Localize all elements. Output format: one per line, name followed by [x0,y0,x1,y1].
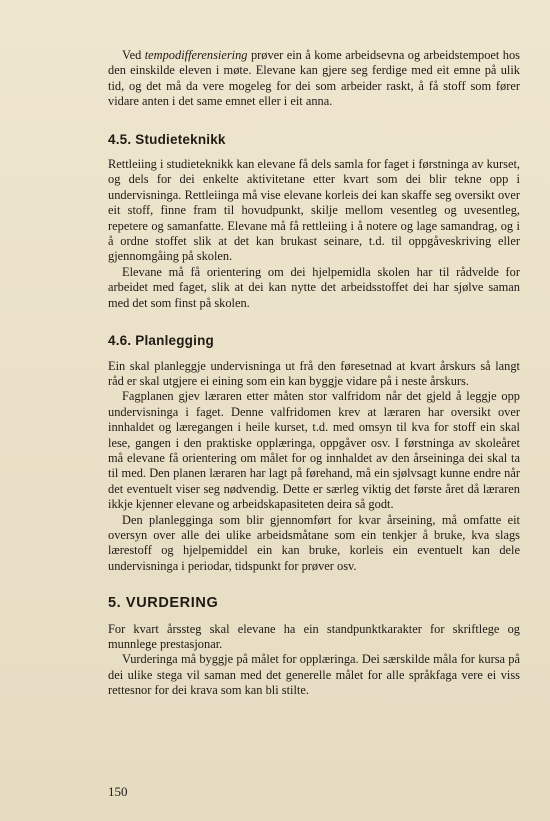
intro-rest: prøver ein å kome arbeidsevna og arbeidstempoet hos den einskilde eleven i møte. Elevane kan gjere seg ferdige med eit emne på ulik tid, og det må da vere mogeleg for dei som arbeider raskt, å få stoff som fører vidare anten i det same emnet eller i eit anna. [108,48,520,109]
sec45-paragraph-2: Elevane må få orientering om dei hjelpemidla skolen har til rådvelde for arbeidet med faget, slik at dei kan nytte det arbeidsstoffet dei har sjølve saman med det som finst på skolen. [108,264,520,310]
page-content [108,48,520,699]
section-heading-4-6: 4.6. Planlegging [108,333,214,349]
sec46-paragraph-1: Ein skal planleggje undervisninga ut frå den føresetnad at kvart årskurs så langt råd er skal utgjere ei eining som ein kan byggje vidare på i neste årskurs. [108,358,520,388]
section-heading-5: 5. VURDERING [108,595,219,612]
sec46-paragraph-2: Fagplanen gjev læraren etter måten stor valfridom når det gjeld å leggje opp undervisninga i faget. Denne valfridomen krev at læraren har oversikt over innhaldet og læregangen i heile kurset, t.d. med omsyn til kva for stoff ein skal lese, gangen i den praktiske opplæringa, oppgåver osv. I førstninga av skoleåret må elevane få orientering om målet for og innhaldet av den årseininga dei skal ta til med. Den planen læraren har lagt på førehand, må ein sjølvsagt kunne endre når det eventuelt viser seg nødvendig. Dette er særleg viktig det første året då læraren ikkje kjenner elevane og arbeidskapasiteten deira så godt. [108,389,520,512]
sec45-paragraph-1: Rettleiing i studieteknikk kan elevane få dels samla for faget i førstninga av kurset, og dels for dei enkelte aktivitetane etter kvart som dei blir tekne opp i undervisninga. Rettleiinga må vise elevane korleis dei kan skaffe seg oversikt over eit stoff, finne fram til hovudpunkt, skilje mellom vesentleg og uvesentleg, repetere og samanfatte. Elevane må få rettleiing i å notere og lage samandrag, og i å ordne stoffet slik at det kan brukast seinare, t.d. til oppgåveskriving eller gjennomgåing på skolen. [108,157,520,264]
section-heading-4-5: 4.5. Studieteknikk [108,131,226,147]
intro-term: tempodifferensiering [144,48,248,62]
intro-paragraph [108,48,520,110]
page-number: 150 [108,784,128,799]
sec5-paragraph-2: Vurderinga må byggje på målet for opplæringa. Dei særskilde måla for kursa på dei ulike stega vil saman med det generelle målet for alle språkfaga vere ei viss rettesnor for dei krava som kan bli stilte. [108,652,520,698]
intro-lead: Ved [122,48,145,62]
sec5-paragraph-1: For kvart årssteg skal elevane ha ein standpunktkarakter for skriftlege og munnlege prestasjonar. [108,621,520,651]
sec46-paragraph-3: Den planlegginga som blir gjennomført for kvar årseining, må omfatte eit oversyn over alle dei ulike arbeidsmåtane som ein tenkjer å bruke, kva slags lærestoff og hjelpemiddel ein kan bruke, korleis ein eventuelt kan dele undervisninga i periodar, tidspunkt for prøver osv. [108,512,520,573]
